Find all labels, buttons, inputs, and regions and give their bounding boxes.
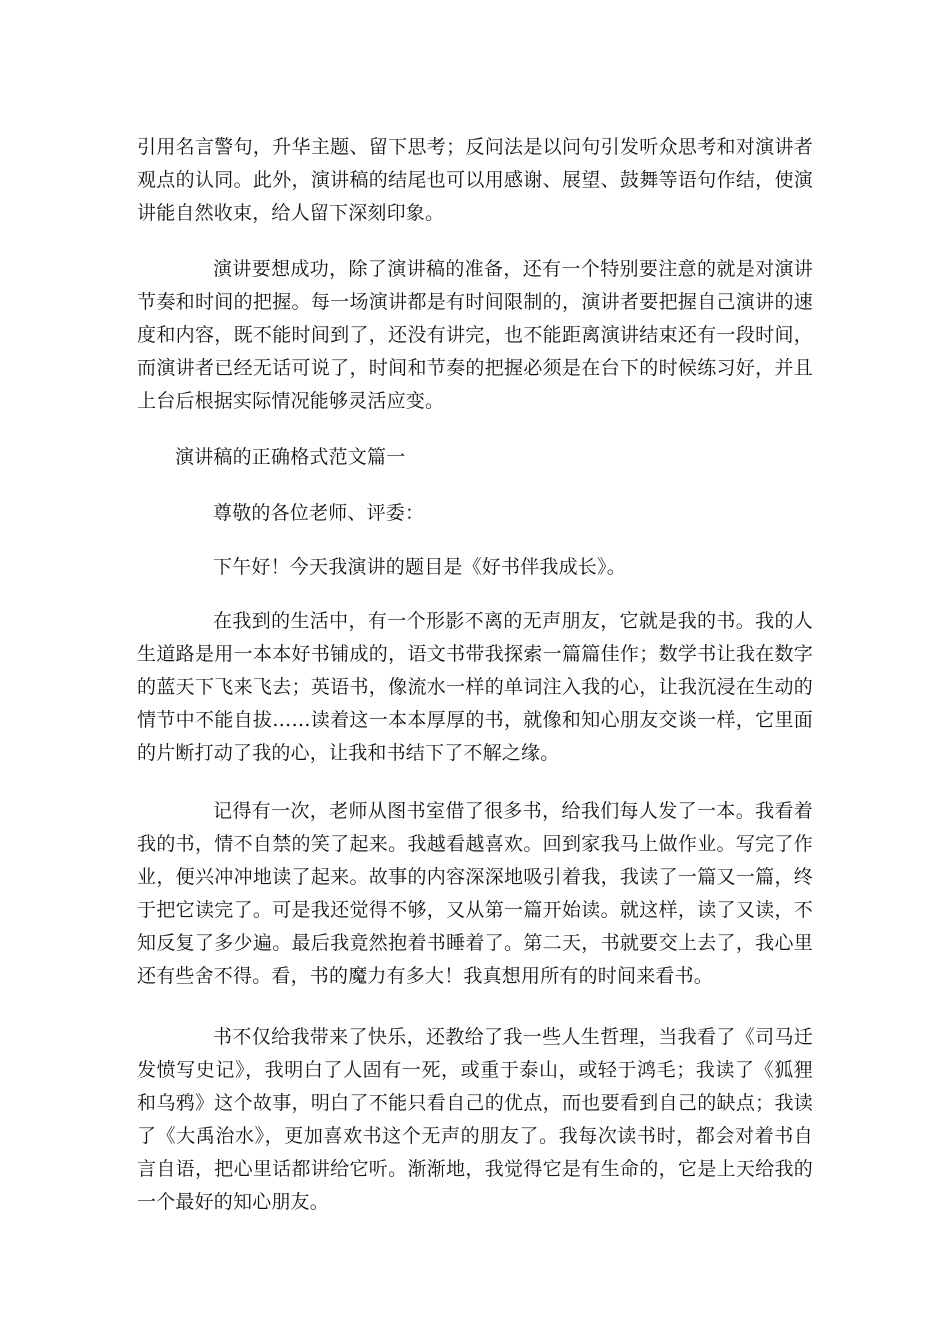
paragraph-life-lessons: 书不仅给我带来了快乐，还教给了我一些人生哲理，当我看了《司马迁发愤写史记》，我明白了人固有一死，或重于泰山，或轻于鸿毛；我读了《狐狸和乌鸦》这个故事，明白了不能只看自己的优点，而也要看到自己的缺点；我读了《大禹治水》，更加喜欢书这个无声的朋友了。我每次读书时，都会对着书自言自语，把心里话都讲给它听。渐渐地，我觉得它是有生命的，它是上天给我的一个最好的知心朋友。 [137, 1026, 813, 1213]
paragraph-books-as-friends: 在我到的生活中，有一个形影不离的无声朋友，它就是我的书。我的人生道路是用一本本好书铺成的，语文书带我探索一篇篇佳作；数学书让我在数字的蓝天下飞来飞去；英语书，像流水一样的单词注入我的心，让我沉浸在生动的情节中不能自拔……读着这一本本厚厚的书，就像和知心朋友交谈一样，它里面的片断打动了我的心，让我和书结下了不解之缘。 [137, 610, 813, 764]
greeting-and-title: 下午好！今天我演讲的题目是《好书伴我成长》。 [213, 556, 626, 578]
salutation: 尊敬的各位老师、评委： [213, 502, 425, 524]
section-heading: 演讲稿的正确格式范文篇一 [175, 446, 406, 468]
paragraph-reading-story: 记得有一次，老师从图书室借了很多书，给我们每人发了一本。我看着我的书，情不自禁的笑了起来。我越看越喜欢。回到家我马上做作业。写完了作业，便兴冲冲地读了起来。故事的内容深深地吸引着我，我读了一篇又一篇，终于把它读完了。可是我还觉得不够，又从第一篇开始读。就这样，读了又读，不知反复了多少遍。最后我竟然抱着书睡着了。第二天，书就要交上去了，我心里还有些舍不得。看，书的魔力有多大！我真想用所有的时间来看书。 [137, 800, 813, 987]
paragraph-timing-rhythm: 演讲要想成功，除了演讲稿的准备，还有一个特别要注意的就是对演讲节奏和时间的把握。每一场演讲都是有时间限制的，演讲者要把握自己演讲的速度和内容，既不能时间到了，还没有讲完，也不能距离演讲结束还有一段时间，而演讲者已经无话可说了，时间和节奏的把握必须是在台下的时候练习好，并且上台后根据实际情况能够灵活应变。 [137, 258, 813, 412]
paragraph-closing-techniques: 引用名言警句，升华主题、留下思考；反问法是以问句引发听众思考和对演讲者观点的认同。此外，演讲稿的结尾也可以用感谢、展望、鼓舞等语句作结，使演讲能自然收束，给人留下深刻印象。 [137, 136, 813, 224]
